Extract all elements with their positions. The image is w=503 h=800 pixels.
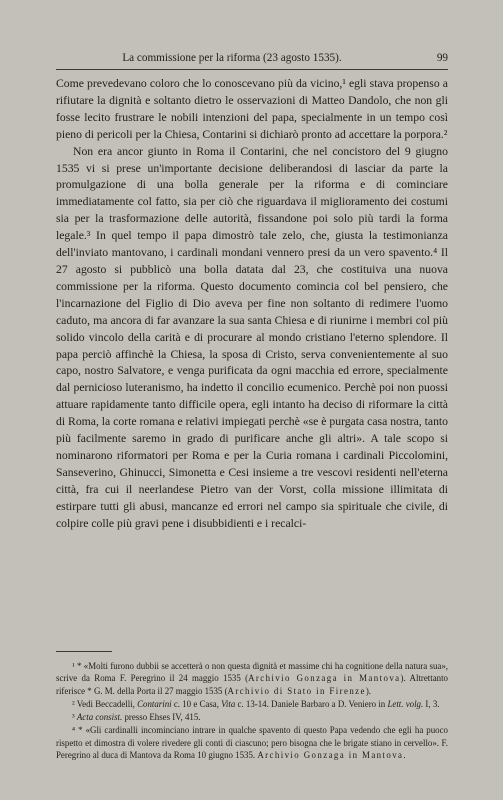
- footnote-text: I, 3.: [423, 698, 440, 709]
- footnote-text: presso Ehses IV, 415.: [122, 712, 201, 723]
- paragraph: Come prevedevano coloro che lo conoscevano più da vicino,¹ egli stava propenso a rifiutare la dignità e soltanto dietro le osservazioni di Matteo Dandolo, che non gli fosse lecito frustrare le nobili intenzioni del papa, specialmente in un tempo così pieno di pericoli per la Chiesa, Contarini si dichiarò pronto ad accettare la porpora.²: [56, 77, 448, 141]
- footnote-text: ² Vedi Beccadelli,: [72, 698, 138, 709]
- footnote-text: .: [403, 750, 406, 761]
- archive-citation: Archivio Gonzaga in Mantova: [257, 750, 404, 761]
- archive-citation: Archivio Gonzaga in Mantova: [248, 673, 401, 684]
- footnote-text: ¹ * «Molti furono dubbii se accetterà o non questa dignità et massime chi ha cognitione della natura sua», scrive da Roma F. Peregrino il 24 maggio 1535 (: [56, 661, 448, 684]
- footnote-3: [56, 711, 448, 723]
- footnote-2: [56, 698, 448, 710]
- footnote-text: c. 10 e Casa,: [171, 698, 222, 709]
- footnote-text: ⁴ * «Gli cardinalli incominciano intrare in qualche spavento di questo Papa vedendo che egli ha puoco rispetto et dimostra di volere rivedere gli conti di ciascuno; pero bisogna che le brigate stiano in cervello». F. Peregrino al duca di Mantova da Roma 10 giugno 1535.: [56, 725, 448, 761]
- main-text: [56, 76, 448, 532]
- footnote-text: ³: [72, 712, 77, 723]
- footnote-text: c. 13-14. Daniele Barbaro a D. Veniero in: [235, 698, 388, 709]
- book-title: Acta consist.: [76, 712, 123, 723]
- footnote-rule: [56, 651, 112, 652]
- paragraph: Non era ancor giunto in Roma il Contarini, che nel concistoro del 9 giugno 1535 vi si prese un'importante decisione deliberandosi di lasciar da parte la promulgazione di una bolla generale per la riforma e di cominciare immediatamente col fatto, sia per ciò che riguardava il miglioramento dei costumi sia per la trasformazione delle autorità, fissandone poi solo più tardi la forma legale.³ In quel tempo il papa dimostrò tale zelo, che, giusta la testimonianza dell'inviato mantovano, i cardinali mondani vennero presi da un vero spavento.⁴ Il 27 agosto si pubblicò una bolla datata dal 23, che costituiva una nuova commissione per la riforma. Questo documento comincia col bel pensiero, che l'incarnazione del Figlio di Dio aveva per fine non soltanto di redimere l'uomo caduto, ma ancora di far avanzare la sua santa Chiesa e di riunirne i membri col più solido vincolo della carità e di procurare al mondo cristiano l'eterno splendore. Il papa perciò affinchè la Chiesa, la sposa di Cristo, serva convenientemente al suo capo, nostro Salvatore, e venga purificata da ogni macchia ed errore, specialmente dal pernicioso luteranismo, ha indetto il concilio ecumenico. Perchè poi non puossi attuare rapidamente tanto difficile opera, egli intanto ha deciso di riformare la città di Roma, la corte romana e relativi impiegati perchè «se è purgata casa nostra, tanto più facilmente saremo in grado di purificare anche gli altri». A tale scopo si nominarono riformatori per Roma e per la Curia romana i cardinali Piccolomini, Sanseverino, Ghinucci, Simonetta e Cesi insieme a tre vescovi residenti nell'eterna città, fra cui il neerlandese Pietro van der Vorst, colla missione illimitata di estirpare tutti gli abusi, mancanze ed errori nel campo sia spirituale che civile, di colpire colle più gravi pene i disubbidienti e i recalci-: [56, 144, 448, 530]
- footnote-text: ).: [365, 685, 372, 696]
- header-rule: [56, 69, 448, 70]
- book-title: Contarini: [137, 698, 172, 709]
- book-title: Lett. volg.: [387, 698, 424, 709]
- book-title: Vita: [221, 698, 236, 709]
- running-title: La commissione per la riforma (23 agosto 1535).: [122, 52, 342, 64]
- footnote-1: [56, 660, 448, 697]
- footnotes: [56, 660, 448, 762]
- running-header: [56, 50, 448, 66]
- footnote-4: [56, 724, 448, 761]
- footnote-text: ). Altrettanto riferisce * G. M. della Porta il 27 maggio 1535 (: [56, 673, 448, 696]
- page-number: 99: [436, 52, 448, 64]
- archive-citation: Archivio di Stato in Firenze: [227, 685, 366, 696]
